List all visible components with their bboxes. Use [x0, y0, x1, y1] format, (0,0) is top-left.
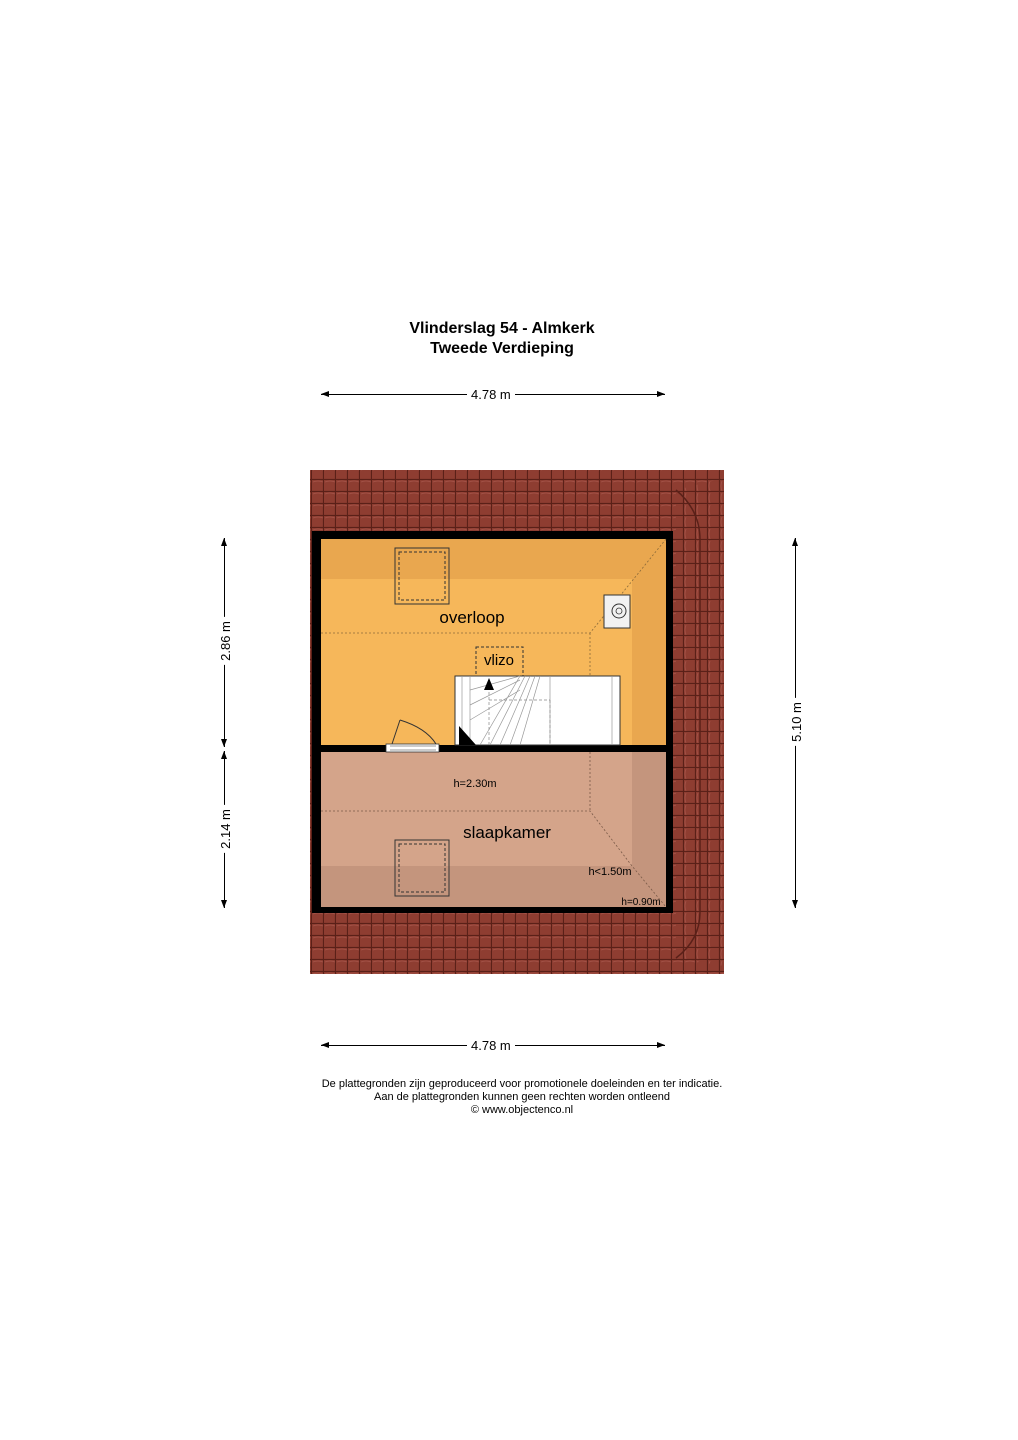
- dimension-left-upper-label: 2.86 m: [219, 617, 233, 665]
- appliance: [604, 595, 630, 628]
- floor-title: Tweede Verdieping: [430, 340, 574, 357]
- dimension-top-label: 4.78 m: [467, 388, 515, 402]
- height-label-3: h=0.90m: [621, 897, 661, 908]
- height-label-1: h=2.30m: [453, 778, 497, 790]
- footer-disclaimer-1: De plattegronden zijn geproduceerd voor promotionele doeleinden en ter indicatie.: [321, 1078, 723, 1090]
- dimension-bottom-label: 4.78 m: [467, 1039, 515, 1053]
- height-label-2: h<1.50m: [588, 866, 632, 878]
- plan-title: Vlinderslag 54 - Almkerk: [409, 320, 595, 337]
- footer-copyright: © www.objectenco.nl: [470, 1104, 574, 1116]
- room-label-overloop: overloop: [439, 608, 505, 627]
- staircase: [455, 676, 620, 745]
- dimension-right-label: 5.10 m: [790, 698, 804, 746]
- dimension-left-lower-label: 2.14 m: [219, 805, 233, 853]
- footer-disclaimer-2: Aan de plattegronden kunnen geen rechten worden ontleend: [373, 1091, 670, 1103]
- room-label-vlizo: vlizo: [483, 652, 515, 669]
- dividing-wall: [312, 745, 673, 752]
- room-label-slaapkamer: slaapkamer: [463, 823, 551, 842]
